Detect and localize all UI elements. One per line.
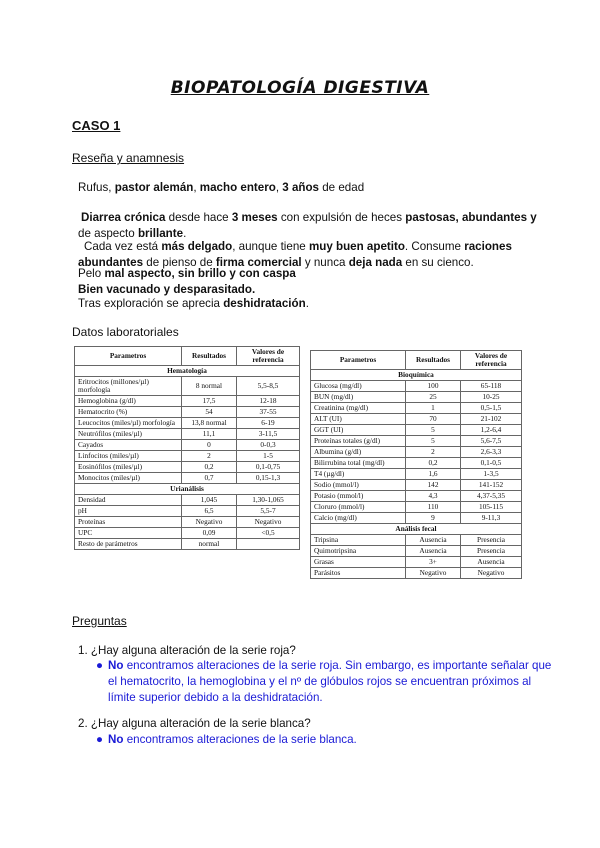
reference-cell: 65-118 — [461, 381, 522, 392]
result-cell: Negativo — [182, 517, 237, 528]
resena-p5: Bien vacunado y desparasitado. — [78, 283, 256, 296]
param-cell: pH — [75, 506, 182, 517]
param-cell: Tripsina — [311, 535, 406, 546]
reference-cell: 10-25 — [461, 392, 522, 403]
reference-cell: 0,15-1,3 — [237, 473, 300, 484]
table-row — [75, 396, 300, 407]
table-row — [311, 447, 522, 458]
table-row — [311, 502, 522, 513]
case-label: CASO 1 — [72, 118, 121, 133]
result-cell: 25 — [406, 392, 461, 403]
param-cell: Hemoglobina (g/dl) — [75, 396, 182, 407]
table-row — [311, 381, 522, 392]
param-cell: Cayados — [75, 440, 182, 451]
param-cell: Creatinina (mg/dl) — [311, 403, 406, 414]
result-cell: 4,3 — [406, 491, 461, 502]
table-header-row — [75, 347, 300, 366]
col-header: Parametros — [311, 351, 406, 370]
col-header: Resultados — [406, 351, 461, 370]
table-row — [75, 506, 300, 517]
table-row — [75, 517, 300, 528]
table-row — [75, 528, 300, 539]
result-cell: 0,2 — [406, 458, 461, 469]
table-row — [311, 557, 522, 568]
result-cell: 9 — [406, 513, 461, 524]
table-header-row — [311, 351, 522, 370]
section-datos: Datos laboratoriales — [72, 325, 179, 339]
param-cell: Densidad — [75, 495, 182, 506]
resena-p1: Rufus, pastor alemán, macho entero, 3 años de edad — [78, 181, 365, 194]
reference-cell: 5,6-7,5 — [461, 436, 522, 447]
result-cell: 5 — [406, 425, 461, 436]
reference-cell: Presencia — [461, 546, 522, 557]
resena-p6: Tras exploración se aprecia deshidratación. — [78, 297, 309, 310]
result-cell: 1,6 — [406, 469, 461, 480]
reference-cell: 1,2-6,4 — [461, 425, 522, 436]
reference-cell: 5,5-7 — [237, 506, 300, 517]
result-cell: 0 — [182, 440, 237, 451]
result-cell: 6,5 — [182, 506, 237, 517]
table-row — [311, 425, 522, 436]
table-section: Hematología — [75, 366, 300, 377]
resena-p2: Diarrea crónica desde hace 3 meses con expulsión de heces pastosas, abundantes y de aspecto brillante. — [78, 211, 537, 240]
param-cell: Calcio (mg/dl) — [311, 513, 406, 524]
col-header: Resultados — [182, 347, 237, 366]
lab-table-right — [310, 350, 522, 579]
param-cell: Eosinófilos (miles/µl) — [75, 462, 182, 473]
result-cell: 17,5 — [182, 396, 237, 407]
param-cell: Proteínas totales (g/dl) — [311, 436, 406, 447]
table-row — [75, 440, 300, 451]
reference-cell: 1-3,5 — [461, 469, 522, 480]
param-cell: Leucocitos (miles/µl) morfología — [75, 418, 182, 429]
table-row — [311, 436, 522, 447]
table-row — [311, 458, 522, 469]
col-header: Valores de referencia — [237, 347, 300, 366]
reference-cell: Negativo — [461, 568, 522, 579]
reference-cell: 12-18 — [237, 396, 300, 407]
table-row — [75, 429, 300, 440]
reference-cell: 0,1-0,75 — [237, 462, 300, 473]
reference-cell: 37-55 — [237, 407, 300, 418]
reference-cell: 5,5-8,5 — [237, 377, 300, 396]
question-1: 1. ¿Hay alguna alteración de la serie roja? — [78, 644, 296, 657]
param-cell: Grasas — [311, 557, 406, 568]
table-row — [75, 418, 300, 429]
reference-cell: 4,37-5,35 — [461, 491, 522, 502]
result-cell: 1 — [406, 403, 461, 414]
param-cell: UPC — [75, 528, 182, 539]
param-cell: Parásitos — [311, 568, 406, 579]
section-resena: Reseña y anamnesis — [72, 151, 185, 165]
col-header: Valores de referencia — [461, 351, 522, 370]
lab-table-left — [74, 346, 300, 550]
reference-cell: 9-11,3 — [461, 513, 522, 524]
param-cell: GGT (UI) — [311, 425, 406, 436]
question-2: 2. ¿Hay alguna alteración de la serie blanca? — [78, 717, 311, 730]
result-cell: Ausencia — [406, 546, 461, 557]
table-row — [75, 539, 300, 550]
result-cell: 70 — [406, 414, 461, 425]
param-cell: Neutrófilos (miles/µl) — [75, 429, 182, 440]
table-row — [75, 451, 300, 462]
resena-p3: Cada vez está más delgado, aunque tiene muy buen apetito. Consume raciones abundantes de pienso de firma comercial y nunca deja nada en su cienco. — [78, 240, 512, 269]
reference-cell: 1,30-1,065 — [237, 495, 300, 506]
reference-cell: 3-11,5 — [237, 429, 300, 440]
answer-2: ● No encontramos alteraciones de la serie blanca. — [96, 733, 357, 746]
result-cell: 142 — [406, 480, 461, 491]
table-row — [75, 377, 300, 396]
param-cell: Linfocitos (miles/µl) — [75, 451, 182, 462]
reference-cell — [237, 539, 300, 550]
answer-1: ● No encontramos alteraciones de la serie roja. Sin embargo, es importante señalar que el hematocrito, la hemoglobina y el nº de glóbulos rojos se encuentran próximos al límite superior debido a la deshidratación. — [96, 659, 552, 704]
param-cell: Cloruro (mmol/l) — [311, 502, 406, 513]
param-cell: ALT (UI) — [311, 414, 406, 425]
reference-cell: Negativo — [237, 517, 300, 528]
result-cell: 0,7 — [182, 473, 237, 484]
reference-cell: 105-115 — [461, 502, 522, 513]
param-cell: Sodio (mmol/l) — [311, 480, 406, 491]
result-cell: 11,1 — [182, 429, 237, 440]
reference-cell: 141-152 — [461, 480, 522, 491]
param-cell: T4 (µg/dl) — [311, 469, 406, 480]
reference-cell: <0,5 — [237, 528, 300, 539]
table-row — [311, 469, 522, 480]
bullet-icon: ● — [96, 659, 104, 672]
reference-cell: 0,5-1,5 — [461, 403, 522, 414]
result-cell: Ausencia — [406, 535, 461, 546]
result-cell: 2 — [182, 451, 237, 462]
reference-cell: 1-5 — [237, 451, 300, 462]
param-cell: Quimotripsina — [311, 546, 406, 557]
table-row — [311, 480, 522, 491]
table-row — [311, 535, 522, 546]
col-header: Parametros — [75, 347, 182, 366]
result-cell: 8 normal — [182, 377, 237, 396]
result-cell: normal — [182, 539, 237, 550]
result-cell: 0,2 — [182, 462, 237, 473]
section-preguntas: Preguntas — [72, 614, 127, 628]
reference-cell: Ausencia — [461, 557, 522, 568]
table-row — [75, 495, 300, 506]
result-cell: 110 — [406, 502, 461, 513]
param-cell: Eritrocitos (millones/µl) morfología — [75, 377, 182, 396]
reference-cell: 2,6-3,3 — [461, 447, 522, 458]
table-section: Bioquímica — [311, 370, 522, 381]
table-row — [311, 414, 522, 425]
result-cell: 13,8 normal — [182, 418, 237, 429]
table-row — [311, 491, 522, 502]
param-cell: Monocitos (miles/µl) — [75, 473, 182, 484]
result-cell: 2 — [406, 447, 461, 458]
page-title: BIOPATOLOGÍA DIGESTIVA — [170, 78, 430, 98]
param-cell: Albumina (g/dl) — [311, 447, 406, 458]
resena-p4: Pelo mal aspecto, sin brillo y con caspa — [78, 267, 296, 280]
result-cell: 5 — [406, 436, 461, 447]
table-row — [311, 546, 522, 557]
param-cell: Resto de parámetros — [75, 539, 182, 550]
param-cell: Proteínas — [75, 517, 182, 528]
result-cell: 54 — [182, 407, 237, 418]
table-section: Análisis fecal — [311, 524, 522, 535]
reference-cell: Presencia — [461, 535, 522, 546]
table-row — [75, 473, 300, 484]
param-cell: Potasio (mmol/l) — [311, 491, 406, 502]
bullet-icon: ● — [96, 733, 104, 746]
param-cell: BUN (mg/dl) — [311, 392, 406, 403]
reference-cell: 21-102 — [461, 414, 522, 425]
table-row — [311, 392, 522, 403]
result-cell: 1,045 — [182, 495, 237, 506]
table-row — [75, 462, 300, 473]
result-cell: Negativo — [406, 568, 461, 579]
reference-cell: 0,1-0,5 — [461, 458, 522, 469]
result-cell: 0,09 — [182, 528, 237, 539]
table-row — [75, 407, 300, 418]
reference-cell: 0-0,3 — [237, 440, 300, 451]
param-cell: Bilirrubina total (mg/dl) — [311, 458, 406, 469]
result-cell: 3+ — [406, 557, 461, 568]
table-row — [311, 513, 522, 524]
table-row — [311, 403, 522, 414]
table-section: Urianálisis — [75, 484, 300, 495]
table-row — [311, 568, 522, 579]
result-cell: 100 — [406, 381, 461, 392]
param-cell: Hematocrito (%) — [75, 407, 182, 418]
reference-cell: 6-19 — [237, 418, 300, 429]
param-cell: Glucosa (mg/dl) — [311, 381, 406, 392]
